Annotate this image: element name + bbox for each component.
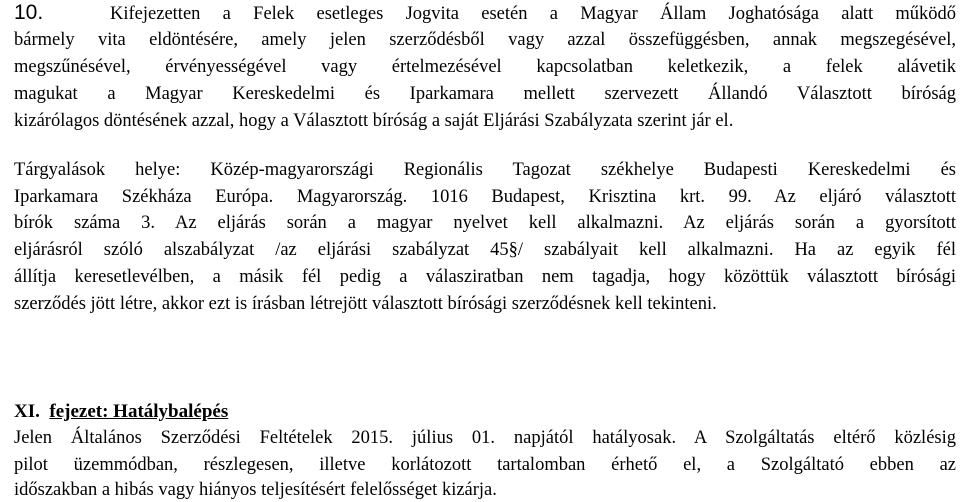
section-10-line-4: magukat a Magyar Kereskedelmi és Iparkamara mellett szervezett Állandó Választott bíróság (14, 84, 956, 104)
section-10-number: 10. (14, 1, 44, 24)
chapter-11-heading (14, 400, 228, 424)
venue-line-6: szerződés jött létre, akkor ezt is írásban létrejött választott bírósági szerződésnek kell tekinteni. (14, 294, 717, 314)
chapter-11-title: fejezet: Hatálybalépés (49, 401, 229, 422)
section-10-line-3: megszűnésével, érvényességével vagy értelmezésével kapcsolatban keletkezik, a felek alávetik (14, 57, 956, 77)
section-10-line-1-text: Kifejezetten a Felek esetleges Jogvita esetén a Magyar Állam Joghatósága alatt működő (110, 4, 956, 24)
venue-line-5: állítja keresetlevélben, a másik fél pedig a válasziratban nem tagadja, hogy közöttük választott bírósági (14, 267, 956, 287)
chapter-11-line-1: Jelen Általános Szerződési Feltételek 2015. július 01. napjától hatályosak. A Szolgáltatás eltérő közlésig (14, 428, 956, 448)
section-10-line-1 (14, 2, 956, 25)
venue-line-2: Iparkamara Székháza Európa. Magyarország. 1016 Budapest, Krisztina krt. 99. Az eljáró választott (14, 187, 956, 207)
chapter-11-line-2: pilot üzemmódban, részlegesen, illetve korlátozott tartalomban érhető el, a Szolgáltató ebben az (14, 455, 956, 475)
chapter-11-line-3: időszakban a hibás vagy hiányos teljesítésért felelősséget kizárja. (14, 480, 497, 500)
venue-line-1: Tárgyalások helye: Közép-magyarországi Regionális Tagozat székhelye Budapesti Kereskedelmi és (14, 160, 956, 180)
chapter-11-number: XI. (14, 401, 40, 422)
section-10-line-2: bármely vita eldöntésére, amely jelen szerződésből vagy azzal összefüggésben, annak megszegésével, (14, 30, 956, 50)
venue-line-4: eljárásról szóló alszabályzat /az eljárási szabályzat 45§/ szabályait kell alkalmazni. Ha az egyik fél (14, 240, 956, 260)
venue-line-3: bírók száma 3. Az eljárás során a magyar nyelvet kell alkalmazni. Az eljárás során a gyorsított (14, 213, 956, 233)
section-10-line-5: kizárólagos döntésének azzal, hogy a Választott bíróság a saját Eljárási Szabályzata szerint jár el. (14, 111, 734, 131)
